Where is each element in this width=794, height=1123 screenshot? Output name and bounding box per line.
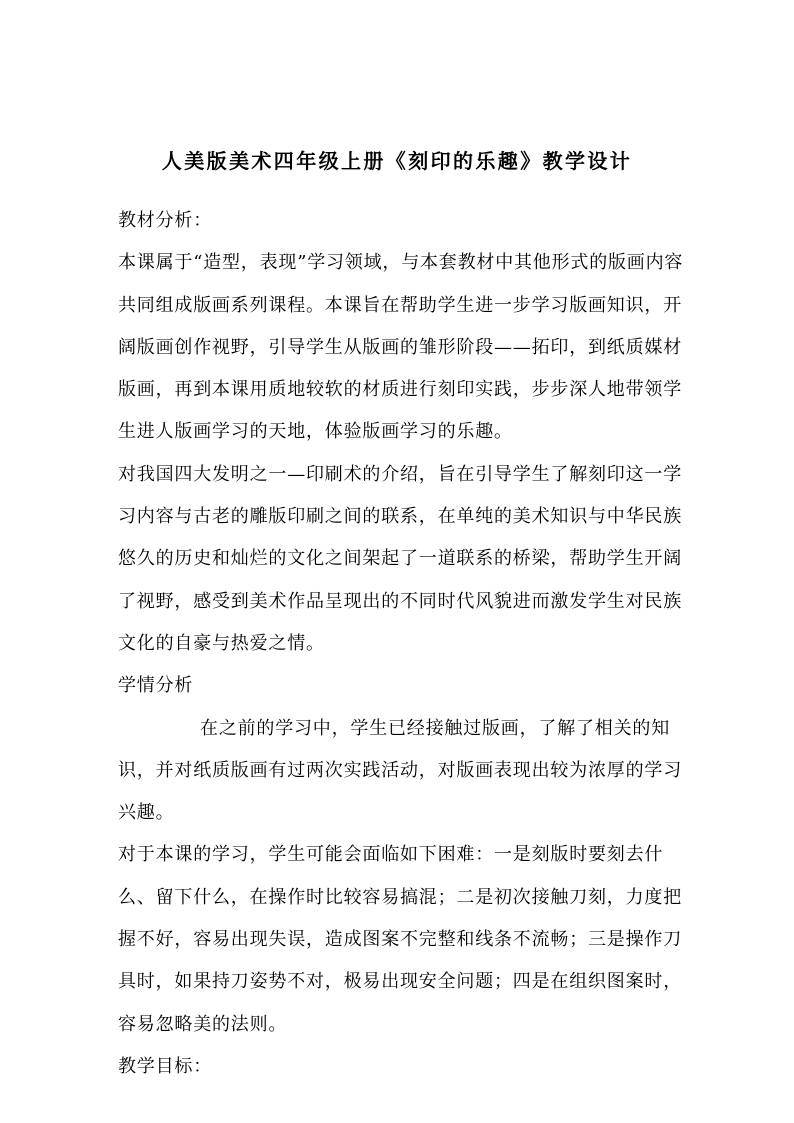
document-body bbox=[118, 200, 686, 1088]
section-heading-textbook-analysis: 教材分析： bbox=[118, 210, 212, 231]
paragraph-learning-analysis-2: 对于本课的学习，学生可能会面临如下困难：一是刻版时要刻去什么、留下什么，在操作时比较容易搞混；二是初次接触刀刻，力度把握不好，容易出现失误，造成图案不完整和线条不流畅；三是操作刀具时，如果持刀姿势不对，极易出现安全问题；四是在组织图案时，容易忽略美的法则。 bbox=[118, 844, 682, 1035]
document-title: 人美版美术四年级上册《刻印的乐趣》教学设计 bbox=[161, 149, 633, 173]
section-heading-teaching-objectives: 教学目标： bbox=[118, 1055, 212, 1077]
paragraph-textbook-analysis-2: 对我国四大发明之一—印刷术的介绍，旨在引导学生了解刻印这一学习内容与古老的雕版印刷之间的联系，在单纯的美术知识与中华民族悠久的历史和灿烂的文化之间架起了一道联系的桥梁，帮助学生开阔了视野，感受到美术作品呈现出的不同时代风貌进而激发学生对民族文化的自豪与热爱之情。 bbox=[118, 463, 682, 654]
paragraph-learning-analysis-1: 在之前的学习中，学生已经接触过版画，了解了相关的知识，并对纸质版画有过两次实践活动，对版画表现出较为浓厚的学习兴趣。 bbox=[118, 717, 682, 824]
section-heading-learning-analysis: 学情分析 bbox=[118, 675, 194, 697]
paragraph-textbook-analysis-1: 本课属于“造型，表现”学习领域，与本套教材中其他形式的版画内容共同组成版画系列课程。本课旨在帮助学生进一步学习版画知识，开阔版画创作视野，引导学生从版画的雏形阶段——拓印，到纸质媒材版画，再到本课用质地较软的材质进行刻印实践，步步深人地带领学生进人版画学习的天地，体验版画学习的乐趣。 bbox=[118, 252, 684, 443]
